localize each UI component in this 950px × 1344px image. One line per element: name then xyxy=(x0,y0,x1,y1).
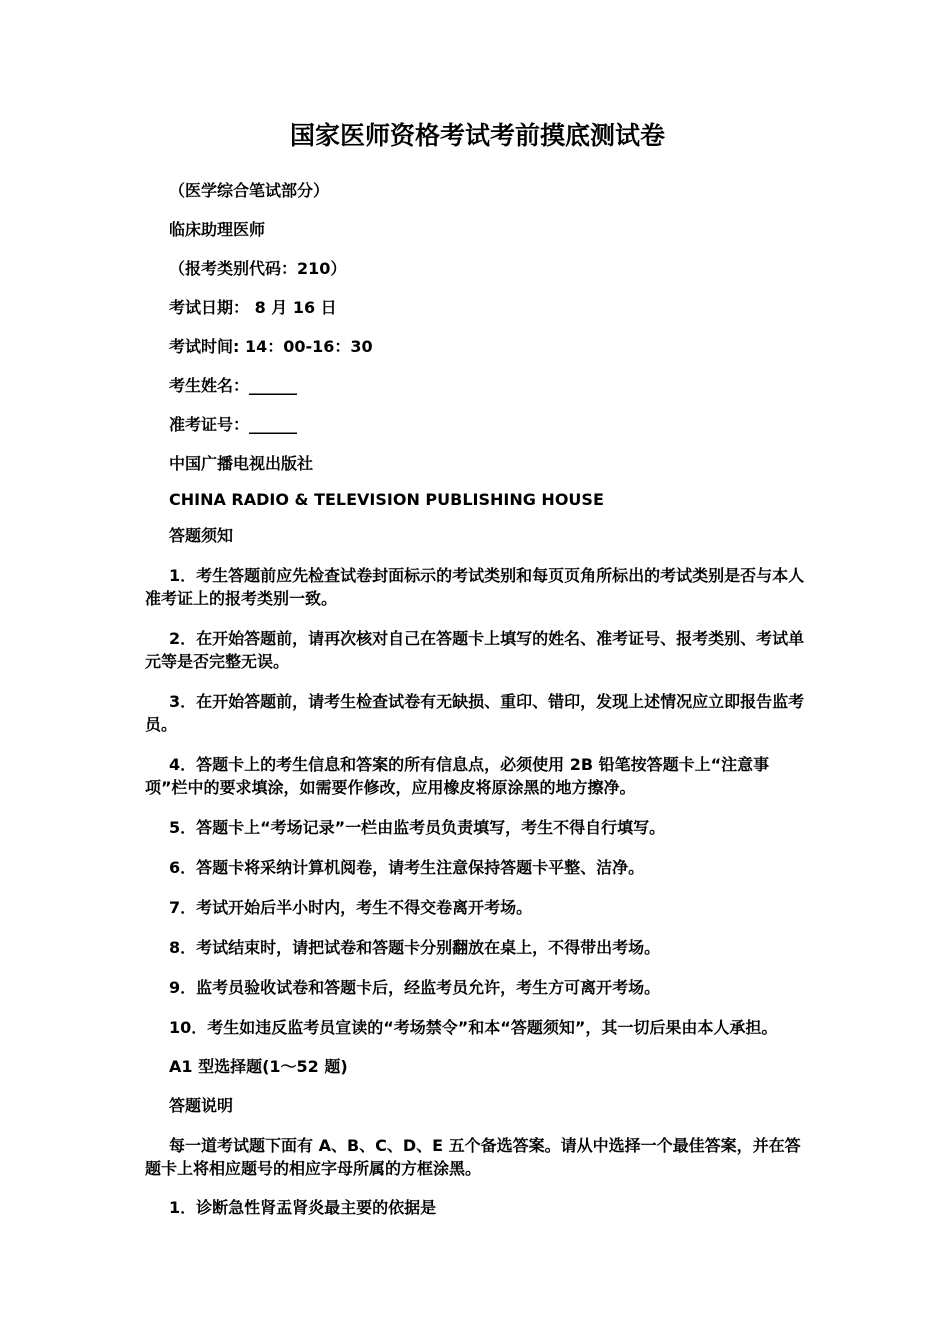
notice-item-7: 7．考试开始后半小时内，考生不得交卷离开考场。 xyxy=(169,898,533,917)
notice-item-1: 1．考生答题前应先检查试卷封面标示的考试类别和每页页角所标出的考试类别是否与本人准考证上的报考类别一致。 xyxy=(145,566,805,608)
publisher-en: CHINA RADIO & TELEVISION PUBLISHING HOUSE xyxy=(169,490,604,509)
document-page xyxy=(145,116,810,1219)
notice-item-4: 4．答题卡上的考生信息和答案的所有信息点，必须使用 2B 铅笔按答题卡上“注意事项”栏中的要求填涂，如需要作修改，应用橡皮将原涂黑的地方擦净。 xyxy=(145,755,770,797)
notice-item-10: 10．考生如违反监考员宣读的“考场禁令”和本“答题须知”，其一切后果由本人承担。 xyxy=(169,1018,778,1037)
notice-item-9: 9．监考员验收试卷和答题卡后，经监考员允许，考生方可离开考场。 xyxy=(169,978,661,997)
section-heading: A1 型选择题(1～52 题) xyxy=(169,1057,348,1076)
notice-item-6: 6．答题卡将采纳计算机阅卷，请考生注意保持答题卡平整、洁净。 xyxy=(169,858,645,877)
exam-date: 考试日期： 8 月 16 日 xyxy=(169,298,337,317)
notice-item-5: 5．答题卡上“考场记录”一栏由监考员负责填写，考生不得自行填写。 xyxy=(169,818,666,837)
exam-time: 考试时间: 14：00-16：30 xyxy=(169,337,373,356)
exam-subtitle: （医学综合笔试部分） xyxy=(169,181,330,200)
instruction-heading: 答题说明 xyxy=(169,1096,234,1115)
notice-item-8: 8．考试结束时，请把试卷和答题卡分别翻放在桌上，不得带出考场。 xyxy=(169,938,661,957)
instruction-text: 每一道考试题下面有 A、B、C、D、E 五个备选答案。请从中选择一个最佳答案，并在答题卡上将相应题号的相应字母所属的方框涂黑。 xyxy=(145,1136,801,1178)
category-code: （报考类别代码：210） xyxy=(169,259,347,278)
notice-item-3: 3．在开始答题前，请考生检查试卷有无缺损、重印、错印，发现上述情况应立即报告监考员。 xyxy=(145,692,805,734)
notice-item-2: 2．在开始答题前，请再次核对自己在答题卡上填写的姓名、准考证号、报考类别、考试单元等是否完整无误。 xyxy=(145,629,805,671)
candidate-id: 准考证号：______ xyxy=(169,415,298,434)
exam-category: 临床助理医师 xyxy=(169,220,266,239)
publisher-cn: 中国广播电视出版社 xyxy=(169,454,314,473)
page-title: 国家医师资格考试考前摸底测试卷 xyxy=(289,121,665,150)
candidate-name: 考生姓名：______ xyxy=(169,376,298,395)
notice-heading: 答题须知 xyxy=(169,526,234,545)
question-1: 1．诊断急性肾盂肾炎最主要的依据是 xyxy=(169,1198,437,1217)
